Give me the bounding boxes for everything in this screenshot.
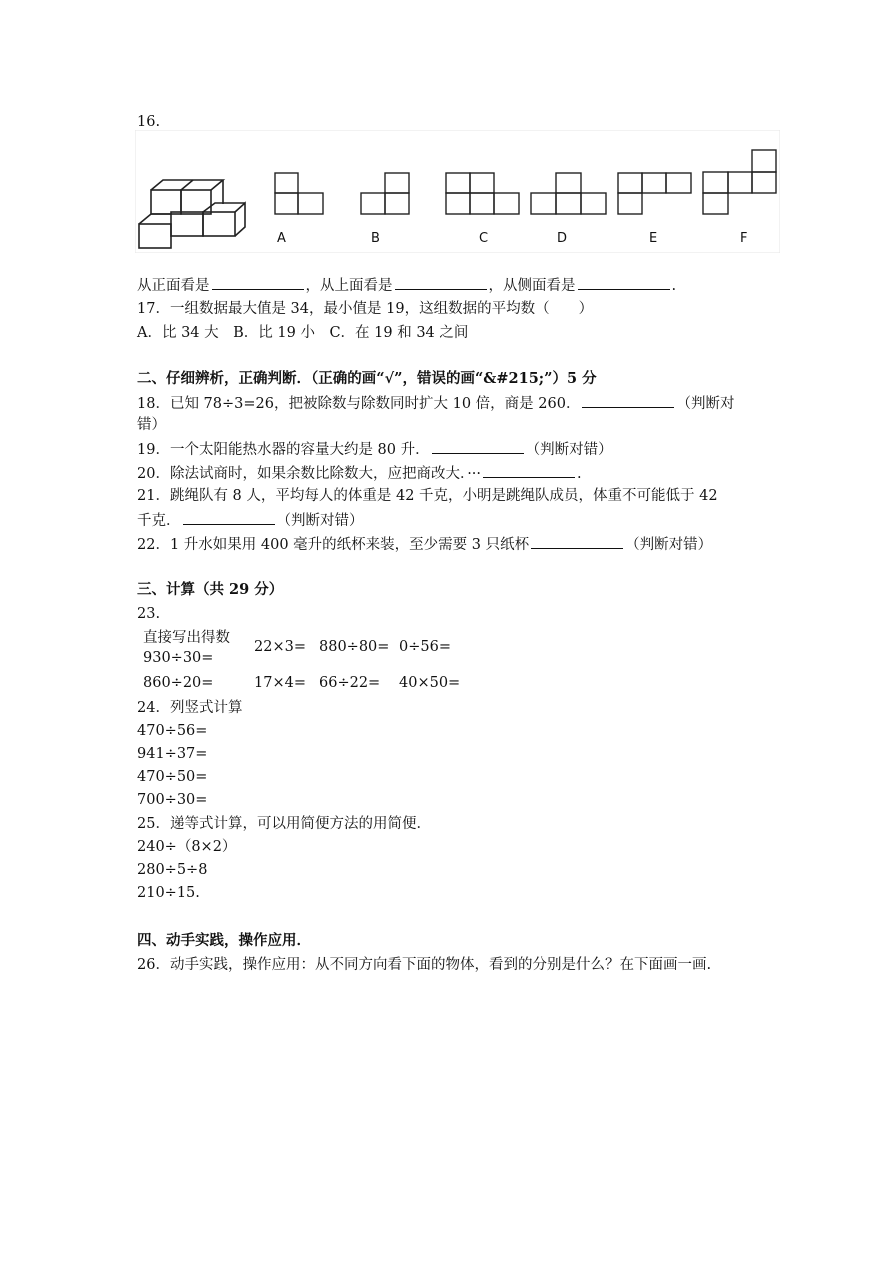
q16-prompt [137,275,676,296]
q18-line [137,393,734,414]
q17-question: 17．一组数据最大值是 34，最小值是 19，这组数据的平均数（ ） [137,301,594,317]
q23-item: 40×50= [399,675,461,691]
q16-side-blank[interactable] [578,275,670,290]
q25-item: 210÷15. [137,885,200,901]
q16-front-blank[interactable] [212,275,304,290]
q18-judge: （判断对 [676,396,735,412]
q24-item: 470÷50= [137,769,208,785]
q23-item: 880÷80= [319,639,390,655]
q16-figure [135,130,780,253]
q22-judge: （判断对错） [625,537,713,553]
q19-blank[interactable] [432,439,524,454]
q19-judge: （判断对错） [525,442,613,458]
q23-header: 直接写出得数 [143,630,230,646]
q22-blank[interactable] [531,534,623,549]
q22-line [137,534,712,555]
q21-blank[interactable] [183,510,275,525]
section3-title: 三、计算（共 29 分） [137,581,284,598]
q16-front-label: 从正面看是 [137,278,210,294]
q16-end: . [671,278,677,294]
q18-text: 18．已知 78÷3=26，把被除数与除数同时扩大 10 倍，商是 260． [137,396,581,412]
q16-number: 16. [137,114,161,130]
q24-title: 24．列竖式计算 [137,700,243,716]
q22-text: 22．1 升水如果用 400 毫升的纸杯来装，至少需要 3 只纸杯 [137,537,530,553]
q19-line [137,439,613,460]
q21-judge: （判断对错） [276,513,364,529]
option-c-label: C [479,231,489,246]
q23-item: 0÷56= [399,639,451,655]
q23-item: 17×4= [254,675,306,691]
q25-title: 25．递等式计算，可以用简便方法的用简便． [137,816,431,832]
section2-title: 二、仔细辨析，正确判断．（正确的画“√”，错误的画“&#215;”）5 分 [137,370,597,387]
q25-item: 280÷5÷8 [137,862,208,878]
section4-title: 四、动手实践，操作应用． [137,932,311,949]
q23-item: 860÷20= [143,675,214,691]
q24-item: 700÷30= [137,792,208,808]
q16-side-label: ，从侧面看是 [488,278,576,294]
q23-number: 23. [137,606,161,622]
q20-blank[interactable] [483,463,575,478]
q26-text: 26．动手实践，操作应用：从不同方向看下面的物体，看到的分别是什么？在下面画一画. [137,957,712,973]
option-b-label: B [371,231,380,246]
option-a-label: A [277,231,286,246]
q20-text: 20．除法试商时，如果余数比除数大，应把商改大．··· [137,466,482,482]
q20-line [137,463,582,484]
q21-unit: 千克． [137,513,181,529]
q18-blank[interactable] [582,393,674,408]
q25-item: 240÷（8×2） [137,839,237,855]
q23-item: 930÷30= [143,650,214,666]
q23-item: 22×3= [254,639,306,655]
q21-text: 21．跳绳队有 8 人，平均每人的体重是 42 千克，小明是跳绳队成员，体重不可能低于 42 [137,488,718,504]
q16-top-label: ，从上面看是 [305,278,393,294]
q21-line2 [137,510,364,531]
option-d-label: D [557,231,568,246]
q19-text: 19．一个太阳能热水器的容量大约是 80 升． [137,442,430,458]
option-e-label: E [649,231,658,246]
q17-options: A．比 34 大 B．比 19 小 C．在 19 和 34 之间 [137,325,469,341]
q16-top-blank[interactable] [395,275,487,290]
q18-continuation: 错） [137,417,166,433]
q24-item: 941÷37= [137,746,208,762]
option-f-label: F [740,231,748,246]
q20-end: . [577,466,582,482]
q23-item: 66÷22= [319,675,381,691]
q24-item: 470÷56= [137,723,208,739]
